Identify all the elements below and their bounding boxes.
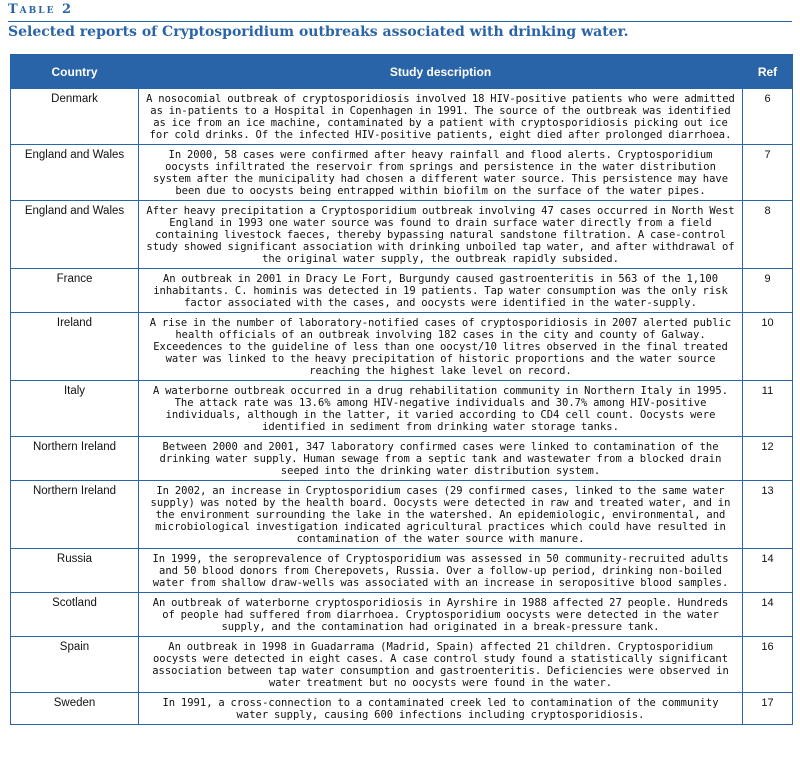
ref-cell: 11 [743, 381, 793, 437]
ref-cell: 16 [743, 637, 793, 693]
description-cell: An outbreak in 2001 in Dracy Le Fort, Burgundy caused gastroenteritis in 563 of the 1,100 inhabitants. C. hominis was detected in 19 patients. Tap water consumption was the only risk factor associated with the cases, and oocysts were identified in the water-supply. [139, 269, 743, 313]
header-ref: Ref [743, 55, 793, 89]
country-cell: Northern Ireland [11, 437, 139, 481]
description-cell: An outbreak in 1998 in Guadarrama (Madrid, Spain) affected 21 children. Cryptosporidium oocysts were detected in eight cases. A case control study found a statistically significant association between tap water consumption and gastroenteritis. Deficiencies were observed in water treatment but no oocysts were found in the water. [139, 637, 743, 693]
country-cell: France [11, 269, 139, 313]
table-row [11, 593, 793, 637]
ref-cell: 14 [743, 593, 793, 637]
country-cell: Denmark [11, 89, 139, 145]
table-row [11, 269, 793, 313]
description-cell: Between 2000 and 2001, 347 laboratory confirmed cases were linked to contamination of the drinking water supply. Human sewage from a septic tank and wastewater from a blocked drain seeped into the drinking water distribution system. [139, 437, 743, 481]
description-cell: A nosocomial outbreak of cryptosporidiosis involved 18 HIV-positive patients who were admitted as in-patients to a Hospital in Copenhagen in 1991. The source of the outbreak was identified as ice from an ice machine, contaminated by a patient with cryptosporidiosis picking out ice for cold drinks. Of the infected HIV-positive patients, eight died after prolonged diarrhoea. [139, 89, 743, 145]
ref-cell: 13 [743, 481, 793, 549]
header-country: Country [11, 55, 139, 89]
ref-cell: 6 [743, 89, 793, 145]
table-row [11, 145, 793, 201]
ref-cell: 9 [743, 269, 793, 313]
title-rule [8, 21, 792, 22]
country-cell: England and Wales [11, 201, 139, 269]
ref-cell: 8 [743, 201, 793, 269]
table-row [11, 89, 793, 145]
ref-cell: 14 [743, 549, 793, 593]
table-row [11, 381, 793, 437]
description-cell: A waterborne outbreak occurred in a drug rehabilitation community in Northern Italy in 1995. The attack rate was 13.6% among HIV-negative individuals and 30.7% among HIV-positive individuals, although in the latter, it varied according to CD4 cell count. Oocysts were identified in sediment from drinking water storage tanks. [139, 381, 743, 437]
country-cell: Sweden [11, 693, 139, 725]
country-cell: Italy [11, 381, 139, 437]
country-cell: Scotland [11, 593, 139, 637]
ref-cell: 7 [743, 145, 793, 201]
header-row [11, 55, 793, 89]
description-cell: In 1999, the seroprevalence of Cryptosporidium was assessed in 50 community-recruited adults and 50 blood donors from Cherepovets, Russia. Over a follow-up period, drinking non-boiled water from shallow draw-wells was associated with an increase in seropositive blood samples. [139, 549, 743, 593]
table-row [11, 637, 793, 693]
country-cell: Northern Ireland [11, 481, 139, 549]
country-cell: England and Wales [11, 145, 139, 201]
country-cell: Ireland [11, 313, 139, 381]
table-row [11, 201, 793, 269]
table-number: Table 2 [8, 2, 74, 17]
ref-cell: 10 [743, 313, 793, 381]
table-caption: Selected reports of Cryptosporidium outbreaks associated with drinking water. [8, 24, 629, 40]
description-cell: In 2000, 58 cases were confirmed after heavy rainfall and flood alerts. Cryptosporidium oocysts infiltrated the reservoir from springs and persistence in the water distribution system after the municipality had chosen a different water source. This persistence may have been due to oocysts being entrapped within biofilm on the surface of the water pipes. [139, 145, 743, 201]
description-cell: A rise in the number of laboratory-notified cases of cryptosporidiosis in 2007 alerted public health officials of an outbreak involving 182 cases in the city and county of Galway. Exceedences to the guideline of less than one oocyst/10 litres observed in the final treated water was linked to the heavy precipitation of historic proportions and the water source reaching the highest lake level on record. [139, 313, 743, 381]
description-cell: After heavy precipitation a Cryptosporidium outbreak involving 47 cases occurred in North West England in 1993 one water source was found to drain surface water directly from a field containing livestock faeces, thereby bypassing natural sandstone filtration. A case-control study showed significant association with drinking unboiled tap water, and after withdrawal of the original water supply, the outbreak rapidly subsided. [139, 201, 743, 269]
table-row [11, 313, 793, 381]
header-study-description: Study description [139, 55, 743, 89]
description-cell: An outbreak of waterborne cryptosporidiosis in Ayrshire in 1988 affected 27 people. Hundreds of people had suffered from diarrhoea. Cryptosporidium oocysts were detected in the water supply, and the contamination had originated in a break-pressure tank. [139, 593, 743, 637]
country-cell: Spain [11, 637, 139, 693]
table-row [11, 549, 793, 593]
table-row [11, 481, 793, 549]
table-row [11, 437, 793, 481]
description-cell: In 1991, a cross-connection to a contaminated creek led to contamination of the community water supply, causing 600 infections including cryptosporidiosis. [139, 693, 743, 725]
outbreak-table [10, 54, 793, 725]
table-row [11, 693, 793, 725]
country-cell: Russia [11, 549, 139, 593]
description-cell: In 2002, an increase in Cryptosporidium cases (29 confirmed cases, linked to the same water supply) was noted by the health board. Oocysts were detected in raw and treated water, and in the environment surrounding the lake in the watershed. An epidemiologic, environmental, and microbiological investigation indicated agricultural practices which could have resulted in contamination of the water source with manure. [139, 481, 743, 549]
ref-cell: 17 [743, 693, 793, 725]
ref-cell: 12 [743, 437, 793, 481]
